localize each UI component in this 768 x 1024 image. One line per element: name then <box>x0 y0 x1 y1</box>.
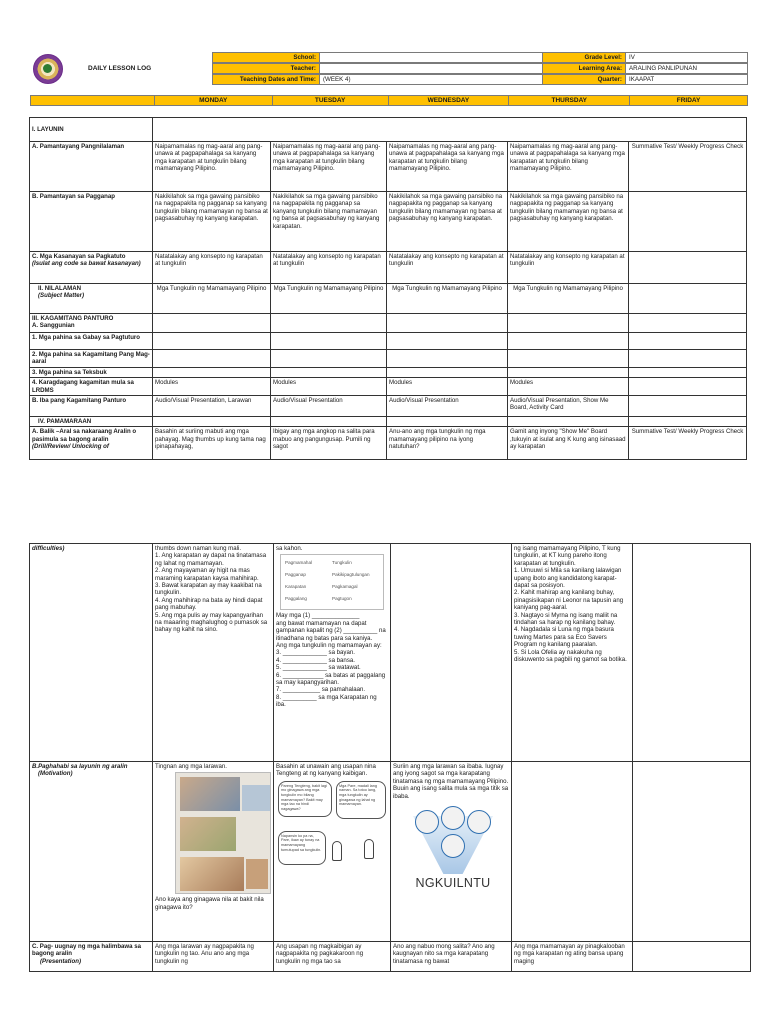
table-row <box>30 427 747 460</box>
cell-tue <box>271 367 387 377</box>
cell-mon <box>153 417 271 427</box>
cell-tue: Ibigay ang mga angkop na salita para mabuo ang pangungusap. Pumili ng sagot <box>271 427 387 460</box>
day-friday: FRIDAY <box>629 96 747 105</box>
pag-uugnay-label <box>30 942 153 972</box>
cell-wed: Modules <box>387 378 508 396</box>
cell-fri <box>629 314 747 333</box>
dialogue-comic-illustration <box>278 781 388 877</box>
cell-wed <box>387 417 508 427</box>
funnel-circle-photo <box>467 810 491 834</box>
cell-wed <box>387 350 508 368</box>
word-bank <box>280 554 384 610</box>
paghahabi-label <box>30 762 153 942</box>
cell-tue <box>271 333 387 350</box>
cell-tue <box>274 762 391 942</box>
pag-uugnay-title: C. Pag- uugnay ng mga halimbawa sa bagong aralin <box>32 943 142 958</box>
cell-mon: Nakikilahok sa mga gawaing pansibiko na nagpapakita ng pagganap sa kanyang tungkulin bilang mamamayan ng bansa at pagsasabuhay ng kanyang karapatan. <box>153 192 271 252</box>
cell-thu: Ang mga mamamayan ay pinagkalooban ng mga karapatan ng ating bansa upang maging <box>512 942 633 972</box>
cell-tue: Natatalakay ang konsepto ng karapatan at tungkulin <box>271 252 387 284</box>
cell-thu <box>508 350 629 368</box>
pag-uugnay-sub: (Presentation) <box>40 957 81 965</box>
cell-thu <box>508 314 629 333</box>
cell-wed <box>391 762 512 942</box>
cell-wed: Naipamamalas ng mag-aaral ang pang-unawa at pagpapahalaga sa kanyang mga karapatan at tungkulin bilang mamamayang Pilipino. <box>387 142 508 192</box>
school-value[interactable] <box>320 52 546 63</box>
tue-line: May mga (1) ______________ <box>276 612 360 620</box>
quarter-value[interactable]: IKAAPAT <box>626 74 748 85</box>
cell-fri <box>633 762 751 942</box>
cell-mon <box>153 367 271 377</box>
layunin-cell <box>153 118 747 142</box>
cell-thu: Gamit ang inyong "Show Me" Board ,tukuyin at isulat ang K kung ang isinasaad ay karapatan <box>508 427 629 460</box>
day-wednesday: WEDNESDAY <box>388 96 509 105</box>
iba-pang-kagamitan-label: B. Iba pang Kagamitang Panturo <box>30 396 153 417</box>
cell-mon <box>153 544 274 762</box>
thu-line: 1. Umuuwi si Mila sa kanilang lalawigan upang iboto ang kandidatong karapat-dapat sa posisyon. <box>514 567 622 590</box>
cell-wed: Audio/Visual Presentation <box>387 396 508 417</box>
cell-thu: Audio/Visual Presentation, Show Me Board, Activity Card <box>508 396 629 417</box>
kasanayan-sub: (Isulat ang code sa bawat kasanayan) <box>32 260 141 268</box>
cell-mon: Audio/Visual Presentation, Larawan <box>153 396 271 417</box>
wed-instruction: Suriin ang mga larawan sa ibaba. Iugnay ang iyong sagot sa mga karapatang tinatamasa ng mga mamamayang Pilipino. Buuin ang isang salita mula sa mga titik sa ibaba. <box>393 763 509 800</box>
cell-thu <box>508 367 629 377</box>
tue-line: ang bawat mamamayan na dapat gampanan kapalit ng (2) __________ na itinadhana ng batas para sa kaniya. <box>276 619 386 642</box>
cell-wed: Nakikilahok sa mga gawaing pansibiko na nagpapakita ng pagganap sa kanyang tungkulin bilang mamamayan ng bansa at pagsasabuhay ng kanyang karapatan. <box>387 192 508 252</box>
balik-aral-label <box>30 427 153 460</box>
cell-tue <box>271 350 387 368</box>
table-row <box>30 118 747 142</box>
mon-line: 2. Ang mayayaman ay higit na mas maraming karapatan kaysa mahihirap. <box>155 567 259 582</box>
cell-fri <box>629 252 747 284</box>
table-row <box>30 544 751 762</box>
cell-wed <box>387 333 508 350</box>
gabay-label: 1. Mga pahina sa Gabay sa Pagtuturo <box>30 333 153 350</box>
cell-mon: Basahin at suriing mabuti ang mga pahayag. Mag thumbs up kung tama nag ipinapahayag, <box>153 427 271 460</box>
boy-figure <box>332 841 342 861</box>
cell-tue: Modules <box>271 378 387 396</box>
teacher-label: Teacher: <box>212 63 320 74</box>
lesson-table-bottom <box>29 543 751 972</box>
dates-row <box>212 74 546 85</box>
table-row <box>30 417 747 427</box>
funnel-circle-photo <box>441 834 465 858</box>
cell-fri: Summative Test/ Weekly Progress Check <box>629 427 747 460</box>
nilalaman-title: II. NILALAMAN <box>38 285 81 292</box>
teksbuk-label: 3. Mga pahina sa Teksbuk <box>30 367 153 377</box>
table-row <box>30 192 747 252</box>
grade-row <box>542 52 748 63</box>
cell-fri <box>629 284 747 314</box>
speech-bubble-right: Mga Pare, madali lang naman. Sa totoo lang, mga tungkulin ay ginagawa ng lahat ng mamamayan. <box>336 781 386 819</box>
kasanayan-title: C. Mga Kasanayan sa Pagkatuto <box>32 253 126 260</box>
difficulties-label: difficulties) <box>30 544 153 762</box>
cell-thu <box>512 544 633 762</box>
cell-mon <box>153 333 271 350</box>
cell-thu <box>512 762 633 942</box>
cell-tue <box>271 314 387 333</box>
cell-wed: Natatalakay ang konsepto ng karapatan at tungkulin <box>387 252 508 284</box>
cell-thu: Modules <box>508 378 629 396</box>
word-bank-item: Pagkamagal <box>332 584 358 590</box>
word-bank-item: Tungkulin <box>332 560 352 566</box>
table-row <box>30 350 747 368</box>
cell-thu: Nakikilahok sa mga gawaing pansibiko na nagpapakita ng pagganap sa kanyang tungkulin bilang mamamayan ng bansa at pagsasabuhay ng kanyang karapatan. <box>508 192 629 252</box>
table-row <box>30 396 747 417</box>
pamantayan-sa-pagganap-label: B. Pamantayan sa Pagganap <box>30 192 153 252</box>
tue-line: 7. ___________ sa pamahalaan. <box>276 686 366 694</box>
cell-wed <box>387 314 508 333</box>
table-row <box>30 333 747 350</box>
tue-instruction: Basahin at unawain ang usapan nina Tengteng at ng kanyang kaibigan. <box>276 763 376 778</box>
word-bank-item: Pagmamahal <box>285 560 313 566</box>
cell-mon: Modules <box>153 378 271 396</box>
lrdms-label: 4. Karagdagang kagamitan mula sa LRDMS <box>30 378 153 396</box>
cell-mon: Natatalakay ang konsepto ng karapatan at tungkulin <box>153 252 271 284</box>
cell-wed: Mga Tungkulin ng Mamamayang Pilipino <box>387 284 508 314</box>
kagamitang-pang-mag-aaral-label: 2. Mga pahina sa Kagamitang Pang Mag-aaral <box>30 350 153 368</box>
mon-question: Ano kaya ang ginagawa nila at bakit nila ginagawa ito? <box>155 896 264 911</box>
tue-line: 4. _____________ sa bansa. <box>276 656 355 664</box>
cell-fri <box>633 942 751 972</box>
word-bank-item: Pagganap <box>285 572 306 578</box>
cell-fri <box>629 350 747 368</box>
cell-fri <box>629 396 747 417</box>
thu-line: 5. Si Lola Ofelia ay nakakuha ng diskuwento sa pagbili ng gamot sa botika. <box>514 648 627 664</box>
lesson-log-header <box>30 52 748 86</box>
cell-tue <box>271 417 387 427</box>
cell-mon <box>153 350 271 368</box>
school-row <box>212 52 546 63</box>
table-row <box>30 142 747 192</box>
cell-mon: Ang mga larawan ay nagpapakita ng tungkulin ng tao. Anu ano ang mga tungkulin ng <box>153 942 274 972</box>
teacher-value[interactable] <box>320 63 546 74</box>
dates-label: Teaching Dates and Time: <box>212 74 320 85</box>
cell-fri <box>629 367 747 377</box>
table-row <box>30 314 747 333</box>
mon-line: 4. Ang mahihirap na bata ay hindi dapat pang mabuhay. <box>155 596 263 612</box>
day-tuesday: TUESDAY <box>272 96 388 105</box>
balik-aral-sub: (Drill/Review/ Unlocking of <box>32 443 109 451</box>
cell-fri: Summative Test/ Weekly Progress Check <box>629 142 747 192</box>
cell-wed: Anu-ano ang mga tungkulin ng mga mamamayang pilipino na iyong natutuhan? <box>387 427 508 460</box>
deped-seal-logo <box>33 54 63 84</box>
thu-line: 3. Nagtayo si Myrna ng isang maliit na tindahan sa harap ng kanilang bahay. <box>514 611 618 627</box>
table-row <box>30 942 751 972</box>
tue-line: 3. _____________ sa bayan. <box>276 649 355 657</box>
word-bank-item: Paggalang <box>285 596 307 602</box>
cell-wed <box>391 544 512 762</box>
mon-line: 1. Ang karapatan ay dapat na tinatamasa ng lahat ng mamamayan. <box>155 552 267 567</box>
thu-line: 2. Kahit mahirap ang kanilang buhay, pinagsisikapan ni Leonor na tapusin ang kaniyang pag-aaral. <box>514 589 624 612</box>
word-bank-item: Pagtugon <box>332 596 352 602</box>
day-thursday: THURSDAY <box>508 96 629 105</box>
area-row <box>542 63 748 74</box>
cell-thu: Naipamamalas ng mag-aaral ang pang-unawa at pagpapahalaga sa kanyang mga karapatan at tungkulin bilang mamamayang Pilipino. <box>508 142 629 192</box>
cell-fri <box>629 333 747 350</box>
kagamitan-label <box>30 314 153 333</box>
cell-tue: Naipamamalas ng mag-aaral ang pang-unawa at pagpapahalaga sa kanyang mga karapatan at tungkulin bilang mamamayang Pilipino. <box>271 142 387 192</box>
people-working-photo <box>175 772 271 894</box>
grade-label: Grade Level: <box>542 52 626 63</box>
cell-mon <box>153 314 271 333</box>
thu-line: ng isang mamamayang Pilipino, T kung tungkulin, at KT kung pareho itong karapatan at tungkulin. <box>514 545 621 567</box>
cell-fri <box>629 378 747 396</box>
pamamaraan-label: IV. PAMAMARAAN <box>30 417 153 427</box>
tue-intro: sa kahon. <box>276 545 303 552</box>
area-label: Learning Area: <box>542 63 626 74</box>
pamantayang-pangnilalaman-label: A. Pamantayang Pangnilalaman <box>30 142 153 192</box>
balik-aral-title: A. Balik –Aral sa nakaraang Aralin o pasimula sa bagong aralin <box>32 428 137 443</box>
layunin-label: I. LAYUNIN <box>30 118 153 142</box>
mon-line: 5. Ang mga pulis ay may kapangyarihan na maaaring maghalughog o pumasok sa bahay ng kahit na sino. <box>155 611 268 634</box>
table-row <box>30 367 747 377</box>
table-row <box>30 378 747 396</box>
school-label: School: <box>212 52 320 63</box>
kasanayan-label <box>30 252 153 284</box>
sanggunian-title: A. Sanggunian <box>32 322 75 330</box>
teacher-row <box>212 63 546 74</box>
cell-tue: Audio/Visual Presentation <box>271 396 387 417</box>
paghahabi-sub: (Motivation) <box>38 770 73 778</box>
table-row <box>30 284 747 314</box>
cell-tue: Nakikilahok sa mga gawaing pansibiko na nagpapakita ng pagganap sa kanyang tungkulin bilang mamamayan ng bansa at pagsasabuhay ng kanyang karapatan. <box>271 192 387 252</box>
nilalaman-sub: (Subject Matter) <box>38 292 85 300</box>
word-bank-item: Pakikipagtulungan <box>332 572 370 578</box>
cell-fri <box>633 544 751 762</box>
cell-mon <box>153 762 274 942</box>
speech-bubble-bottom: Napansin ko pa na, Pare, ikaw ay tunay na mamamayang tumutupad sa tungkulin. <box>278 831 326 865</box>
cell-fri <box>629 192 747 252</box>
cell-wed <box>387 367 508 377</box>
funnel-illustration <box>405 806 501 898</box>
cell-mon: Naipamamalas ng mag-aaral ang pang-unawa at pagpapahalaga sa kanyang mga karapatan at tungkulin bilang mamamayang Pilipino. <box>153 142 271 192</box>
funnel-circle-photo <box>415 810 439 834</box>
thu-line: 4. Nagdadala si Luna ng mga basura tuwing Martes para sa Eco Savers Program ng kanilang paaralan. <box>514 626 614 649</box>
scrambled-word: NGKUILNTU <box>415 876 491 891</box>
paghahabi-title: B.Paghahabi sa layunin ng aralin <box>32 763 128 770</box>
cell-tue: Ang usapan ng magkaibigan ay nagpapakita ng pagkakaroon ng tungkulin ng mga tao sa <box>274 942 391 972</box>
day-monday: MONDAY <box>154 96 272 105</box>
kagamitan-title: III. KAGAMITANG PANTURO <box>32 315 114 322</box>
funnel-circle-photo <box>441 806 465 830</box>
day-header-bar <box>30 95 748 106</box>
speech-bubble-left: Pareng Tengteng, bakit lagi mo ginagawa ang mga tungkulin mo bilang mamamayan? Bakit may mga tao na hindi nagagawa? <box>278 781 332 817</box>
quarter-label: Quarter: <box>542 74 626 85</box>
cell-thu: Natatalakay ang konsepto ng karapatan at tungkulin <box>508 252 629 284</box>
mon-line: thumbs down naman kung mali. <box>155 545 242 552</box>
tue-line: 8. __________ sa mga Karapatan ng iba. <box>276 693 377 709</box>
cell-fri <box>629 417 747 427</box>
area-value[interactable]: ARALING PANLIPUNAN <box>626 63 748 74</box>
nilalaman-label <box>30 284 153 314</box>
word-bank-item: Karapatan <box>285 584 307 590</box>
cell-mon: Mga Tungkulin ng Mamamayang Pilipino <box>153 284 271 314</box>
day-header-blank <box>31 96 154 105</box>
cell-tue <box>274 544 391 762</box>
cell-thu <box>508 333 629 350</box>
tue-line: 5. _____________ sa watawat. <box>276 664 361 672</box>
dates-value[interactable]: (WEEK 4) <box>320 74 546 85</box>
tue-line: 6. ____________ sa batas at paggalang sa may kapangyarihan. <box>276 671 386 687</box>
cell-tue: Mga Tungkulin ng Mamamayang Pilipino <box>271 284 387 314</box>
page-title: DAILY LESSON LOG <box>88 65 152 72</box>
quarter-row <box>542 74 748 85</box>
mon-line: 3. Bawat karapatan ay may kaakibat na tungkulin. <box>155 582 262 597</box>
grade-value[interactable]: IV <box>626 52 748 63</box>
lesson-table-top <box>29 117 747 460</box>
mon-instruction: Tingnan ang mga larawan. <box>155 763 227 770</box>
cell-thu: Mga Tungkulin ng Mamamayang Pilipino <box>508 284 629 314</box>
tue-line: Ang mga tungkulin ng mamamayan ay: <box>276 642 382 650</box>
friend-figure <box>364 839 374 859</box>
table-row <box>30 762 751 942</box>
cell-thu <box>508 417 629 427</box>
cell-wed: Ano ang nabuo mong salita? Ano ang kaugnayan nito sa mga karapatang tinatamasa ng bawat <box>391 942 512 972</box>
table-row <box>30 252 747 284</box>
